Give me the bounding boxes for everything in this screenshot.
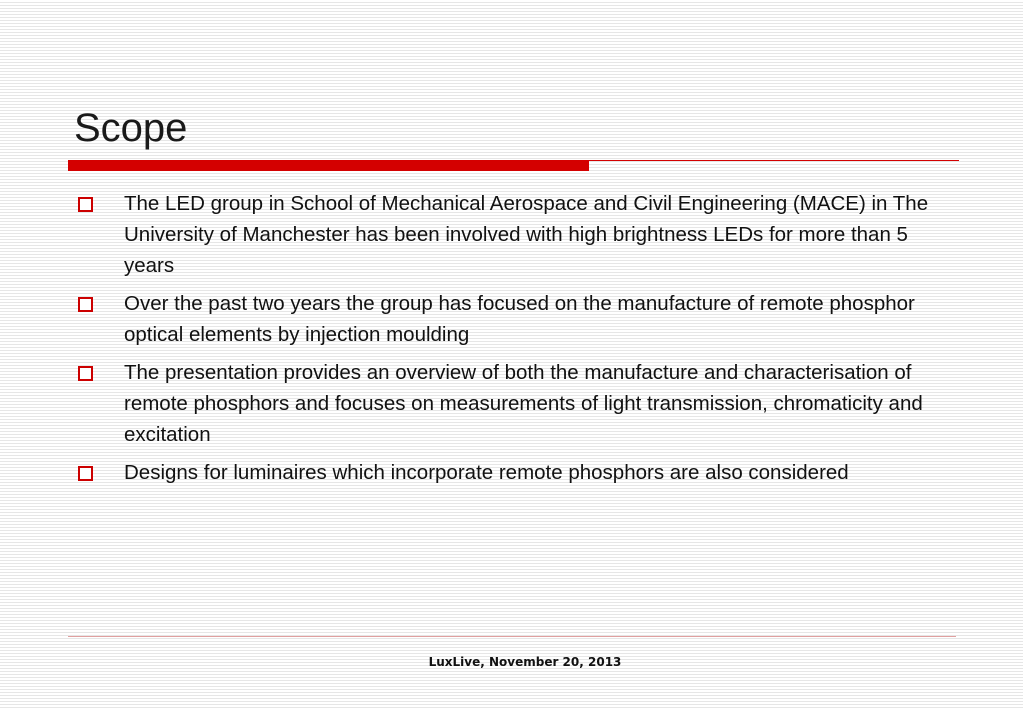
hollow-square-icon — [78, 197, 93, 212]
bullet-text: Over the past two years the group has focused on the manufacture of remote phosphor optical elements by injection moulding — [124, 292, 915, 346]
bullet-item — [78, 357, 958, 450]
bullet-list — [78, 188, 958, 495]
slide-title: Scope — [74, 106, 188, 150]
title-underline-thick — [68, 160, 589, 171]
footer-divider — [68, 636, 956, 637]
hollow-square-icon — [78, 366, 93, 381]
bullet-item — [78, 457, 958, 488]
footer-text: LuxLive, November 20, 2013 — [428, 655, 622, 669]
bullet-item — [78, 188, 958, 281]
hollow-square-icon — [78, 297, 93, 312]
bullet-text: The presentation provides an overview of both the manufacture and characterisation of remote phosphors and focuses on measurements of light transmission, chromaticity and excitation — [124, 361, 923, 446]
hollow-square-icon — [78, 466, 93, 481]
bullet-text: Designs for luminaires which incorporate remote phosphors are also considered — [124, 461, 849, 484]
bullet-text: The LED group in School of Mechanical Aerospace and Civil Engineering (MACE) in The University of Manchester has been involved with high brightness LEDs for more than 5 years — [124, 192, 929, 277]
bullet-item — [78, 288, 958, 350]
title-underline-thin — [589, 160, 959, 161]
